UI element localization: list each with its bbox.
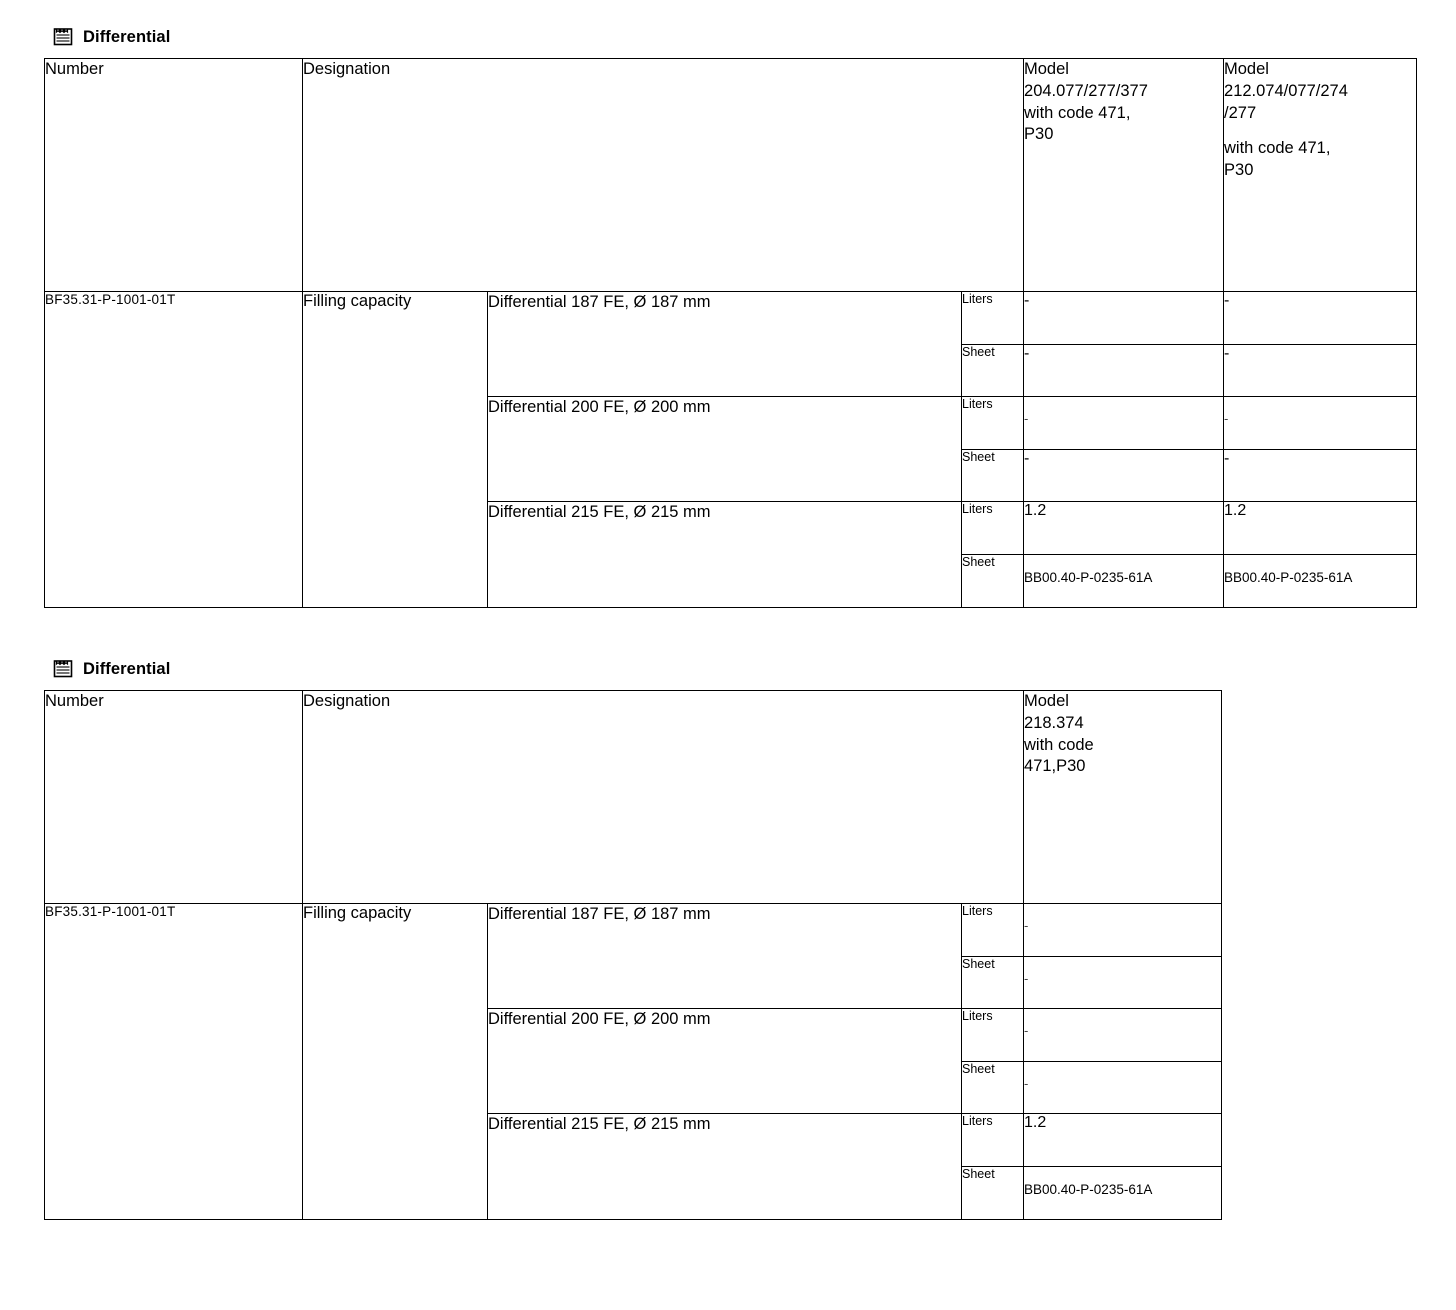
cell-value: 1.2	[1024, 1114, 1222, 1167]
cell-unit: Liters	[962, 1114, 1024, 1167]
section-heading-2	[52, 658, 1420, 680]
cell-unit: Sheet	[962, 1062, 1024, 1114]
model-line: Model	[1224, 60, 1269, 78]
cell-value: -	[1024, 292, 1224, 345]
header-model-1	[1024, 691, 1222, 904]
cell-variant-label: Differential 215 FE, Ø 215 mm	[488, 1114, 962, 1220]
section-heading-1	[52, 26, 1420, 48]
cell-value: -	[1224, 450, 1417, 502]
model-line: 218.374	[1024, 713, 1084, 732]
cell-value: -	[1024, 450, 1224, 502]
cell-unit: Sheet	[962, 450, 1024, 502]
cell-value: -	[1224, 292, 1417, 345]
header-number: Number	[45, 691, 303, 904]
cell-value: BB00.40-P-0235-61A	[1024, 1167, 1222, 1220]
section-title: Differential	[83, 27, 171, 46]
cell-value: 1.2	[1024, 502, 1224, 555]
cell-value: -	[1024, 345, 1224, 397]
header-model-1	[1024, 59, 1224, 292]
cell-number: BF35.31-P-1001-01T	[45, 904, 303, 1220]
table-header-row	[45, 691, 1222, 904]
header-designation: Designation	[303, 691, 1024, 904]
model-line: 471,P30	[1024, 757, 1086, 776]
model-line: P30	[1024, 125, 1054, 144]
model-line: /277	[1224, 103, 1257, 122]
cell-number: BF35.31-P-1001-01T	[45, 292, 303, 608]
cell-value: -	[1024, 1009, 1222, 1062]
cell-unit: Sheet	[962, 555, 1024, 608]
cell-value: -	[1024, 1062, 1222, 1114]
model-line: with code 471,	[1224, 139, 1331, 158]
model-line: with code	[1024, 735, 1094, 754]
section-spacer	[44, 616, 1420, 650]
model-line: 212.074/077/274	[1224, 81, 1348, 100]
cell-value: -	[1024, 957, 1222, 1009]
book-icon	[52, 658, 74, 680]
cell-value: BB00.40-P-0235-61A	[1024, 555, 1224, 608]
model-line: Model	[1024, 60, 1069, 78]
header-designation: Designation	[303, 59, 1024, 292]
cell-value: -	[1024, 397, 1224, 450]
model-line: P30	[1224, 161, 1254, 180]
model-line: Model	[1024, 692, 1069, 710]
cell-unit: Liters	[962, 397, 1024, 450]
header-number: Number	[45, 59, 303, 292]
cell-value: BB00.40-P-0235-61A	[1224, 555, 1417, 608]
cell-value: -	[1224, 397, 1417, 450]
table-row	[45, 292, 1417, 345]
cell-unit: Sheet	[962, 345, 1024, 397]
cell-unit: Liters	[962, 292, 1024, 345]
table-header-row	[45, 59, 1417, 292]
cell-unit: Liters	[962, 502, 1024, 555]
cell-variant-label: Differential 215 FE, Ø 215 mm	[488, 502, 962, 608]
cell-unit: Sheet	[962, 957, 1024, 1009]
cell-variant-label: Differential 187 FE, Ø 187 mm	[488, 904, 962, 1009]
cell-unit: Sheet	[962, 1167, 1024, 1220]
cell-variant-label: Differential 187 FE, Ø 187 mm	[488, 292, 962, 397]
cell-variant-label: Differential 200 FE, Ø 200 mm	[488, 397, 962, 502]
cell-variant-label: Differential 200 FE, Ø 200 mm	[488, 1009, 962, 1114]
table-row	[45, 904, 1222, 957]
spec-table-1	[44, 58, 1417, 608]
spec-table-2	[44, 690, 1222, 1220]
cell-unit: Liters	[962, 1009, 1024, 1062]
cell-designation: Filling capacity	[303, 292, 488, 608]
cell-value: 1.2	[1224, 502, 1417, 555]
cell-designation: Filling capacity	[303, 904, 488, 1220]
header-model-2	[1224, 59, 1417, 292]
model-line: with code 471,	[1024, 103, 1131, 122]
section-title: Differential	[83, 659, 171, 678]
model-line: 204.077/277/377	[1024, 81, 1148, 100]
cell-unit: Liters	[962, 904, 1024, 957]
cell-value: -	[1024, 904, 1222, 957]
book-icon	[52, 26, 74, 48]
cell-value: -	[1224, 345, 1417, 397]
